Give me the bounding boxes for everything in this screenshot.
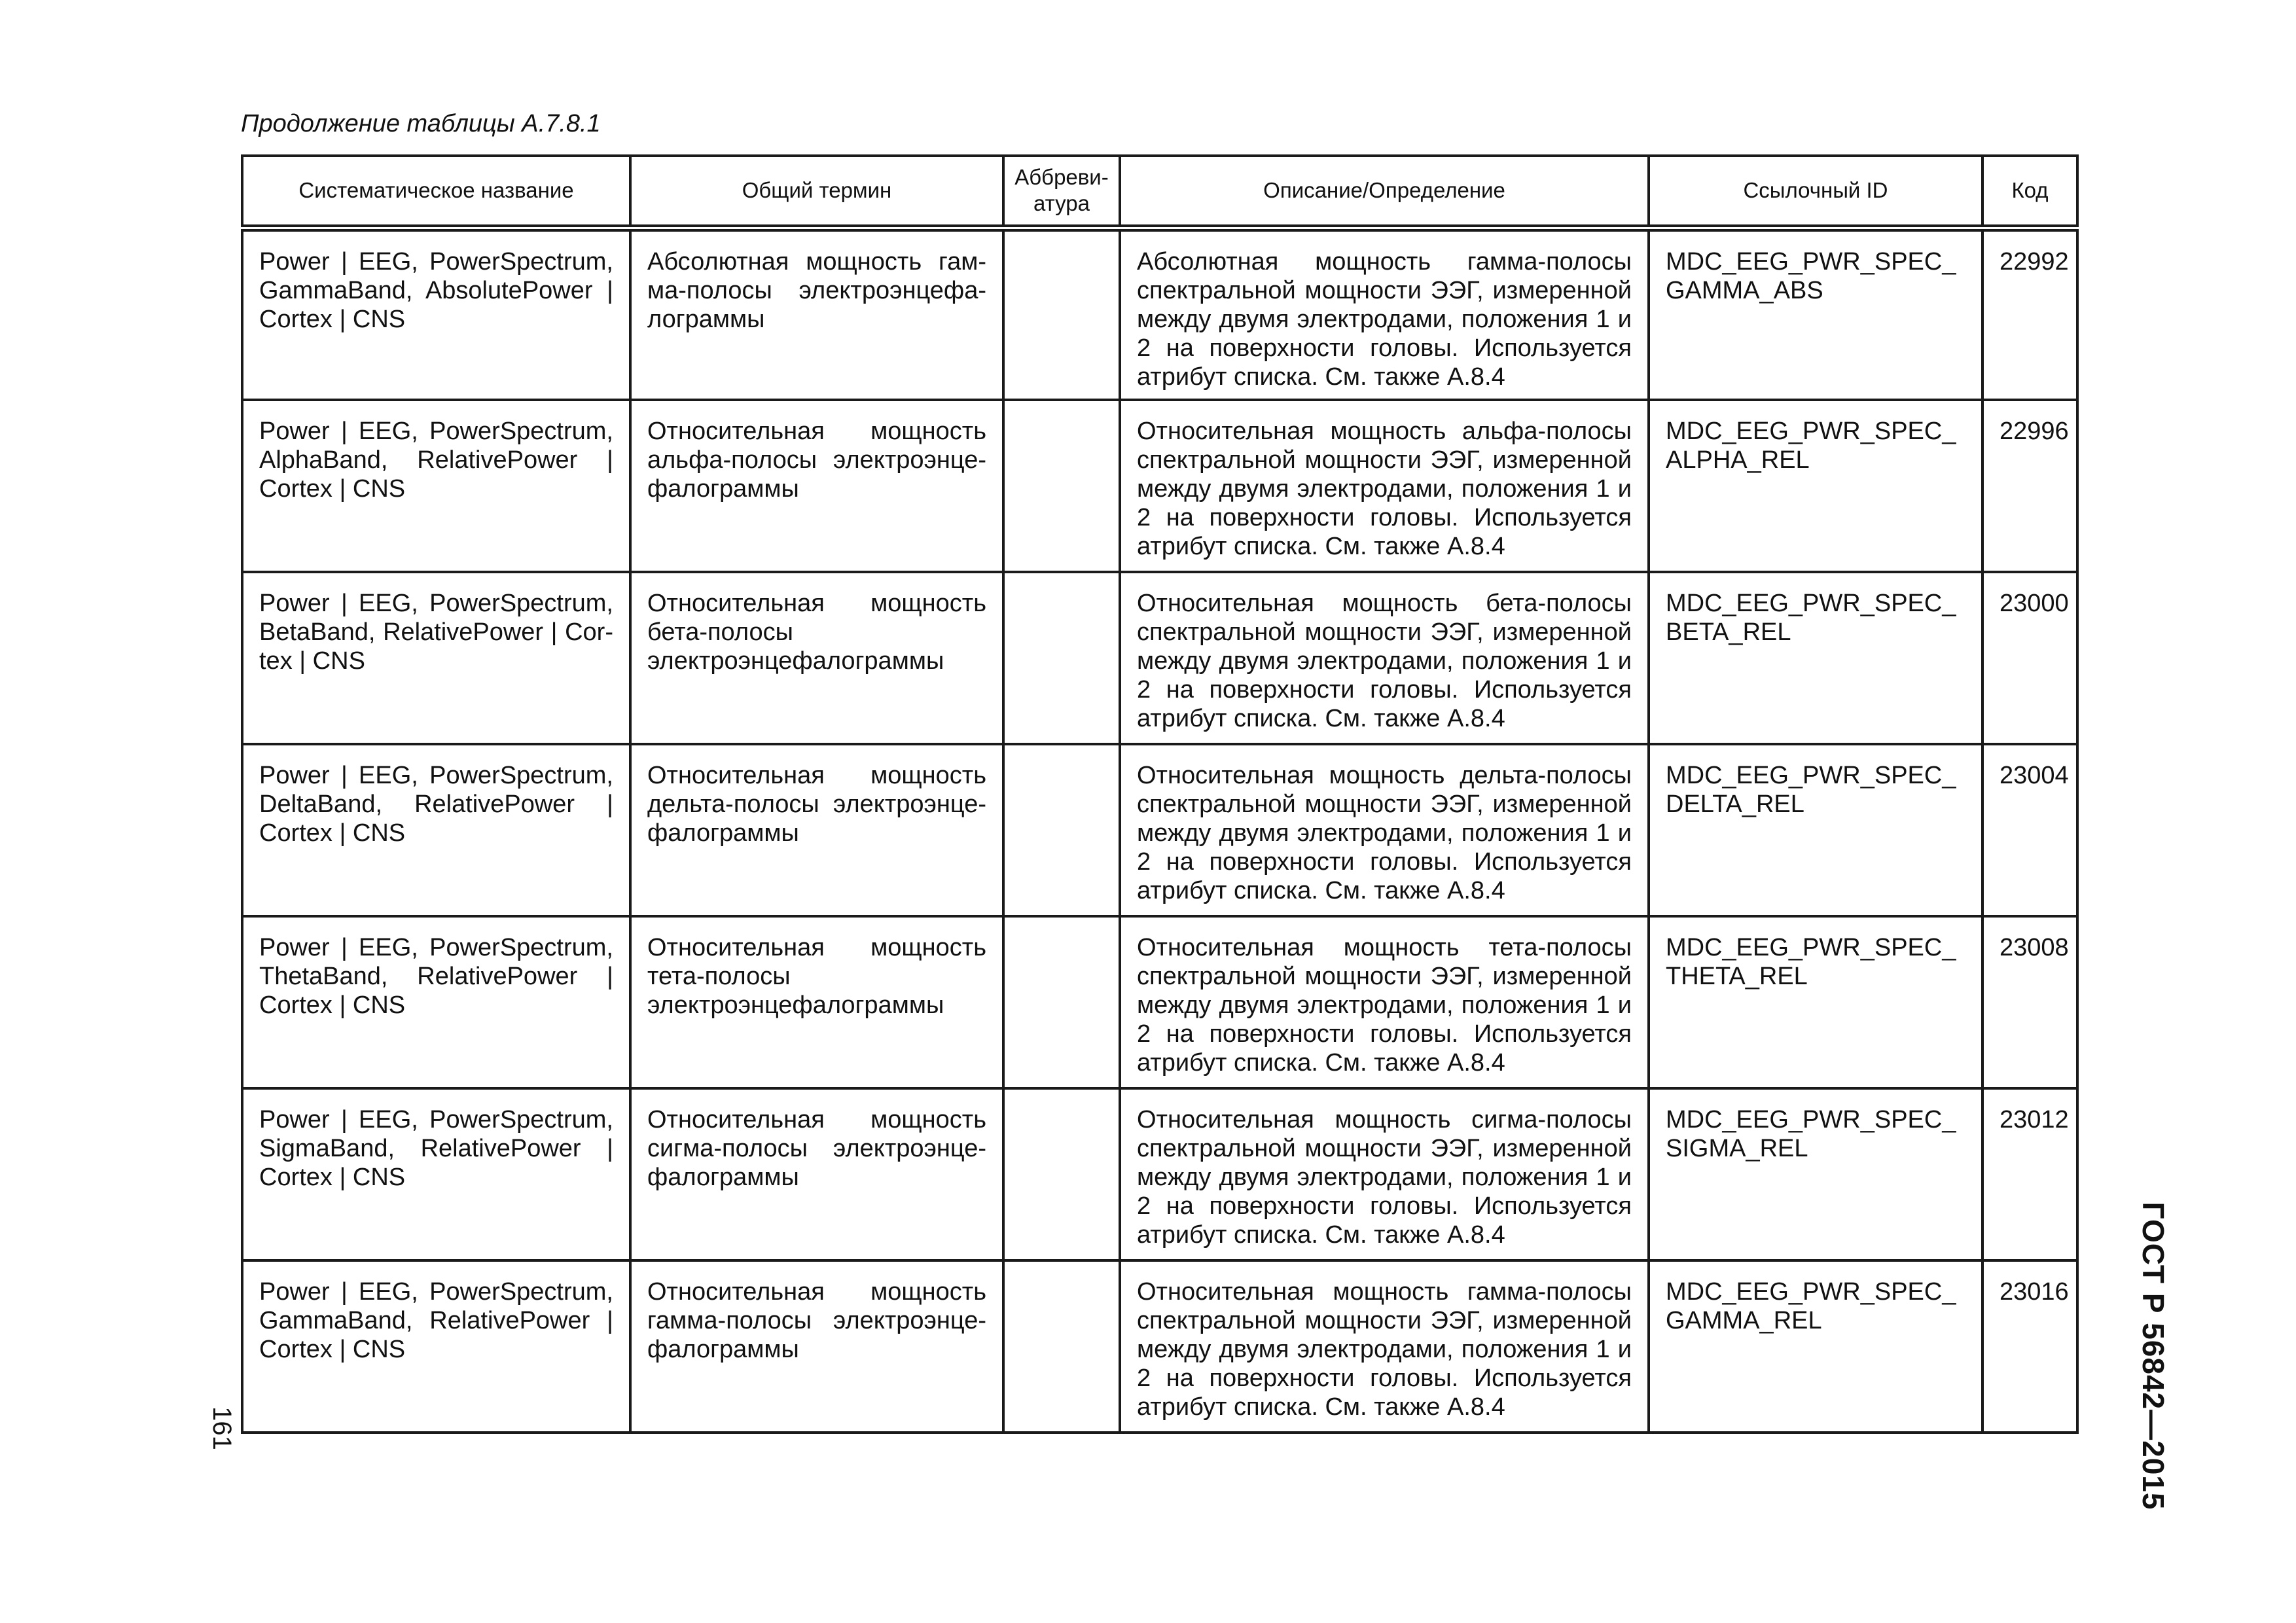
cell-systematic-name: Power | EEG, PowerSpectrum, ThetaBand, RelativePower | Cortex | CNS xyxy=(242,916,630,1088)
cell-description: Относительная мощность бета-полосы спектральной мощности ЭЭГ, измеренной между двумя электродами, положения 1 и 2 на поверхности головы. Используется атрибут списка. См. также А.8.4 xyxy=(1120,572,1649,744)
header-common-term: Общий термин xyxy=(630,156,1003,228)
table-header-row xyxy=(242,156,2077,228)
cell-abbreviation xyxy=(1003,1088,1120,1260)
cell-code: 23004 xyxy=(1982,744,2077,916)
table-row xyxy=(242,916,2077,1088)
table-row xyxy=(242,1260,2077,1433)
cell-abbreviation xyxy=(1003,916,1120,1088)
cell-systematic-name: Power | EEG, PowerSpectrum, GammaBand, AbsolutePower | Cortex | CNS xyxy=(242,228,630,400)
cell-description: Относительная мощность альфа-полосы спектральной мощности ЭЭГ, измеренной между двумя электродами, положения 1 и 2 на поверхности головы. Используется атрибут списка. См. также А.8.4 xyxy=(1120,400,1649,572)
document-standard-id: ГОСТ Р 56842—2015 xyxy=(2136,1202,2170,1510)
header-systematic-name: Систематическое название xyxy=(242,156,630,228)
cell-abbreviation xyxy=(1003,572,1120,744)
cell-common-term: Относительная мощность альфа-полосы электроэнцефалограммы xyxy=(630,400,1003,572)
cell-reference-id: MDC_EEG_PWR_SPEC_ DELTA_REL xyxy=(1649,744,1982,916)
cell-description: Относительная мощность сигма-полосы спектральной мощности ЭЭГ, измеренной между двумя электродами, положения 1 и 2 на поверхности головы. Используется атрибут списка. См. также А.8.4 xyxy=(1120,1088,1649,1260)
cell-common-term: Относительная мощность дельта-полосы электроэнцефалограммы xyxy=(630,744,1003,916)
cell-abbreviation xyxy=(1003,228,1120,400)
cell-description: Абсолютная мощность гамма-полосы спектральной мощности ЭЭГ, измеренной между двумя электродами, положения 1 и 2 на поверхности головы. Используется атрибут списка. См. также А.8.4 xyxy=(1120,228,1649,400)
cell-description: Относительная мощность гамма-полосы спектральной мощности ЭЭГ, измеренной между двумя электродами, положения 1 и 2 на поверхности головы. Используется атрибут списка. См. также А.8.4 xyxy=(1120,1260,1649,1433)
cell-abbreviation xyxy=(1003,1260,1120,1433)
cell-reference-id: MDC_EEG_PWR_SPEC_ BETA_REL xyxy=(1649,572,1982,744)
cell-systematic-name: Power | EEG, PowerSpectrum, DeltaBand, RelativePower | Cortex | CNS xyxy=(242,744,630,916)
cell-systematic-name: Power | EEG, PowerSpectrum, BetaBand, RelativePower | Cortex | CNS xyxy=(242,572,630,744)
cell-reference-id: MDC_EEG_PWR_SPEC_ THETA_REL xyxy=(1649,916,1982,1088)
header-abbreviation: Аббреви- атура xyxy=(1003,156,1120,228)
cell-code: 22996 xyxy=(1982,400,2077,572)
cell-description: Относительная мощность дельта-полосы спектральной мощности ЭЭГ, измеренной между двумя электродами, положения 1 и 2 на поверхности головы. Используется атрибут списка. См. также А.8.4 xyxy=(1120,744,1649,916)
cell-code: 23016 xyxy=(1982,1260,2077,1433)
table-row xyxy=(242,1088,2077,1260)
table-row xyxy=(242,572,2077,744)
table-row xyxy=(242,228,2077,400)
header-reference-id: Ссылочный ID xyxy=(1649,156,1982,228)
cell-abbreviation xyxy=(1003,400,1120,572)
page-number: 161 xyxy=(207,1406,236,1450)
header-code: Код xyxy=(1982,156,2077,228)
cell-reference-id: MDC_EEG_PWR_SPEC_ GAMMA_ABS xyxy=(1649,228,1982,400)
cell-systematic-name: Power | EEG, PowerSpectrum, GammaBand, RelativePower | Cortex | CNS xyxy=(242,1260,630,1433)
cell-common-term: Относительная мощность тета-полосы электроэнцефалограммы xyxy=(630,916,1003,1088)
data-table xyxy=(241,154,2079,1434)
cell-reference-id: MDC_EEG_PWR_SPEC_ SIGMA_REL xyxy=(1649,1088,1982,1260)
cell-code: 23000 xyxy=(1982,572,2077,744)
cell-reference-id: MDC_EEG_PWR_SPEC_ ALPHA_REL xyxy=(1649,400,1982,572)
cell-code: 23008 xyxy=(1982,916,2077,1088)
cell-common-term: Абсолютная мощность гамма-полосы электроэнцефалограммы xyxy=(630,228,1003,400)
cell-systematic-name: Power | EEG, PowerSpectrum, SigmaBand, RelativePower | Cortex | CNS xyxy=(242,1088,630,1260)
cell-code: 23012 xyxy=(1982,1088,2077,1260)
cell-reference-id: MDC_EEG_PWR_SPEC_ GAMMA_REL xyxy=(1649,1260,1982,1433)
cell-code: 22992 xyxy=(1982,228,2077,400)
table-caption: Продолжение таблицы А.7.8.1 xyxy=(241,110,601,137)
table-row xyxy=(242,400,2077,572)
header-description: Описание/Определение xyxy=(1120,156,1649,228)
cell-description: Относительная мощность тета-полосы спектральной мощности ЭЭГ, измеренной между двумя электродами, положения 1 и 2 на поверхности головы. Используется атрибут списка. См. также А.8.4 xyxy=(1120,916,1649,1088)
cell-common-term: Относительная мощность сигма-полосы электроэнцефалограммы xyxy=(630,1088,1003,1260)
table-row xyxy=(242,744,2077,916)
cell-abbreviation xyxy=(1003,744,1120,916)
cell-common-term: Относительная мощность бета-полосы электроэнцефалограммы xyxy=(630,572,1003,744)
cell-systematic-name: Power | EEG, PowerSpectrum, AlphaBand, RelativePower | Cortex | CNS xyxy=(242,400,630,572)
cell-common-term: Относительная мощность гамма-полосы электроэнцефалограммы xyxy=(630,1260,1003,1433)
